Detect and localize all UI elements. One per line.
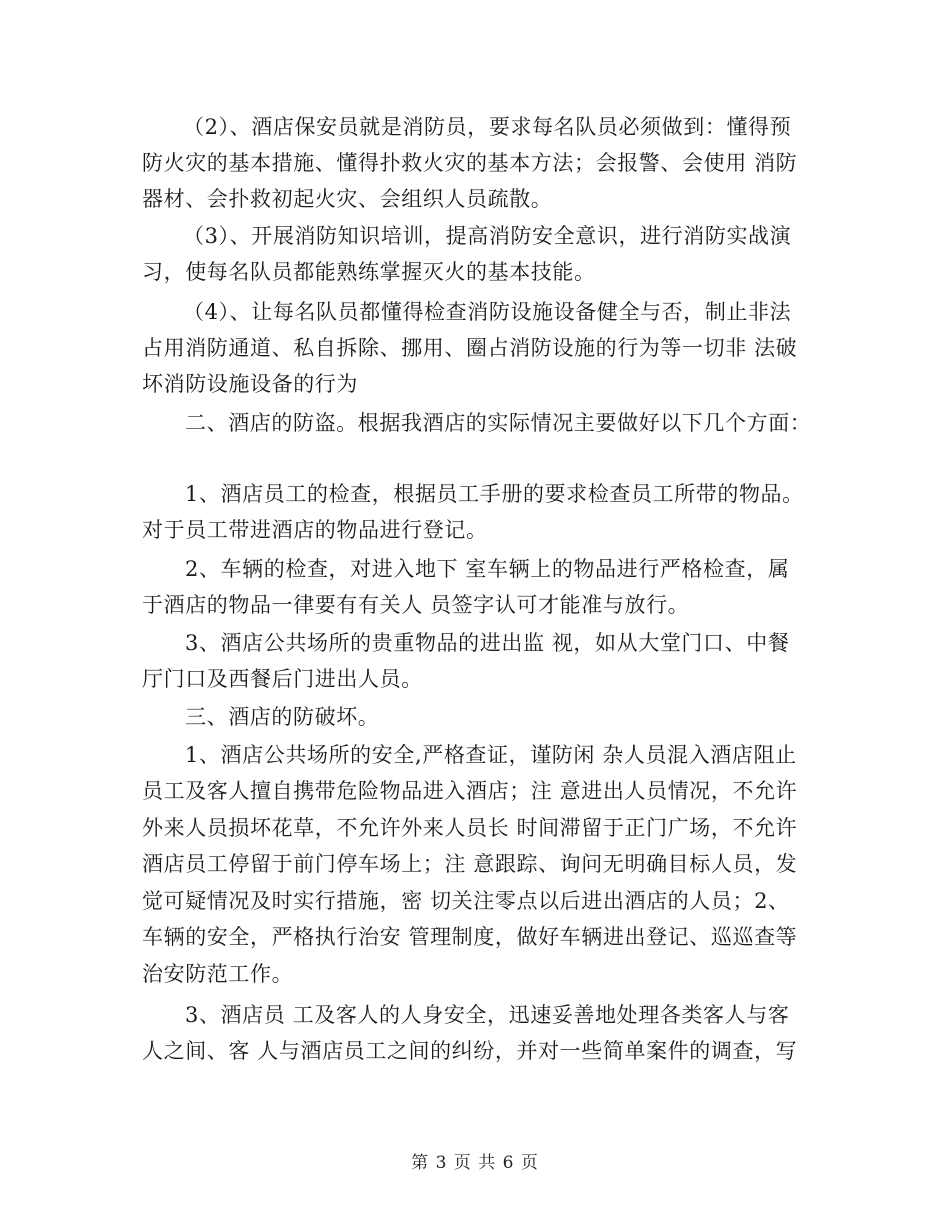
text-line: 对于员工带进酒店的物品进行登记。 <box>142 518 488 542</box>
text-line: 员工及客人擅自携带危险物品进入酒店；注 意进出人员情况，不允许 <box>142 779 798 803</box>
text-line: （4）、让每名队员都懂得检查消防设施设备健全与否，制止非法 <box>183 300 792 324</box>
text-line: 车辆的安全，严格执行治安 管理制度，做好车辆进出登记、巡巡查等 <box>142 925 798 949</box>
text-line: 人之间、客 人与酒店员工之间的纠纷，并对一些简单案件的调查，写 <box>142 1039 798 1063</box>
text-line: 3、酒店员 工及客人的人身安全，迅速妥善地处理各类客人与客 <box>185 1003 790 1027</box>
text-line: 坏消防设施设备的行为 <box>142 372 358 396</box>
text-line: 觉可疑情况及时实行措施，密 切关注零点以后进出酒店的人员；2、 <box>142 889 790 913</box>
text-line: 占用消防通道、私自拆除、挪用、圈占消防设施的行为等一切非 法破 <box>142 336 798 360</box>
text-line: 厅门口及西餐后门进出人员。 <box>142 667 423 691</box>
text-line: 1、酒店公共场所的安全,严格查证，谨防闲 杂人员混入酒店阻止 <box>185 743 797 767</box>
text-line: 器材、会扑救初起火灾、会组织人员疏散。 <box>142 187 553 211</box>
text-line: 防火灾的基本措施、懂得扑救火灾的基本方法；会报警、会使用 消防 <box>142 151 798 175</box>
text-line: 于酒店的物品一律要有有关人 员签字认可才能准与放行。 <box>142 593 690 617</box>
text-line: 治安防范工作。 <box>142 962 294 986</box>
text-line: 酒店员工停留于前门停车场上；注 意跟踪、询问无明确目标人员，发 <box>142 852 798 876</box>
page-number: 第 3 页 共 6 页 <box>411 1153 539 1173</box>
text-line: 外来人员损坏花草，不允许外来人员长 时间滞留于正门广场，不允许 <box>142 816 798 840</box>
text-line: 习，使每名队员都能熟练掌握灭火的基本技能。 <box>142 260 596 284</box>
text-line: 3、酒店公共场所的贵重物品的进出监 视，如从大堂门口、中餐 <box>185 631 790 655</box>
text-line: （2）、酒店保安员就是消防员，要求每名队员必须做到：懂得预 <box>183 115 792 139</box>
text-line: 2、车辆的检查，对进入地下 室车辆上的物品进行严格检查，属 <box>185 557 790 581</box>
text-line: 1、酒店员工的检查，根据员工手册的要求检查员工所带的物品。 <box>185 482 804 506</box>
text-line: （3）、开展消防知识培训，提高消防安全意识，进行消防实战演 <box>183 224 792 248</box>
section-heading: 三、酒店的防破坏。 <box>185 705 380 729</box>
section-heading: 二、酒店的防盗。根据我酒店的实际情况主要做好以下几个方面： <box>185 411 812 435</box>
